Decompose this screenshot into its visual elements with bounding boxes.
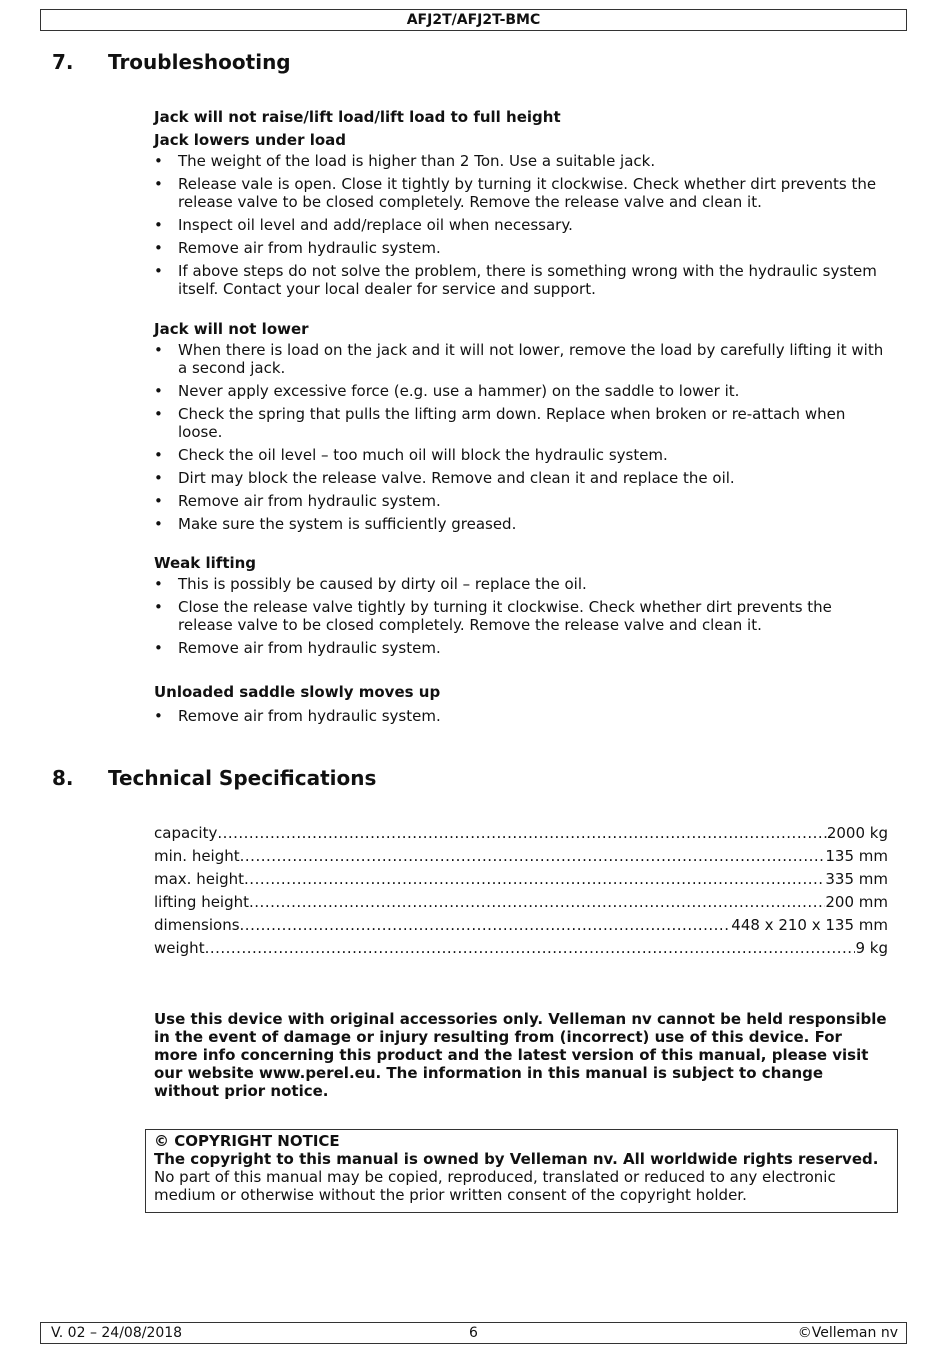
group-heading: Jack will not raise/lift load/lift load to full height [154, 108, 561, 126]
footer-version: V. 02 – 24/08/2018 [51, 1325, 183, 1341]
spec-label: lifting height [154, 893, 250, 911]
section-title: Troubleshooting [108, 50, 291, 74]
page-footer [40, 1322, 907, 1344]
footer-brand: ©Velleman nv [797, 1325, 898, 1341]
list-item: • Never apply excessive force (e.g. use a hammer) on the saddle to lower it. [154, 382, 890, 400]
list-item: • Check the oil level – too much oil will block the hydraulic system. [154, 446, 890, 464]
spec-row [154, 868, 888, 891]
troubleshooting-group-2 [154, 318, 890, 538]
page-header [40, 9, 907, 31]
spec-row [154, 845, 888, 868]
list-item: • Check the spring that pulls the lifting arm down. Replace when broken or re-attach when loose. [154, 405, 890, 441]
copyright-heading: © COPYRIGHT NOTICE [154, 1132, 340, 1150]
spec-row [154, 937, 888, 960]
spec-value: 2000 kg [826, 824, 888, 842]
section-specs-title [52, 766, 376, 790]
list-item: • This is possibly be caused by dirty oil – replace the oil. [154, 575, 890, 593]
list-item: • Inspect oil level and add/replace oil when necessary. [154, 216, 890, 234]
spec-value: 200 mm [825, 893, 888, 911]
group-heading: Jack lowers under load [154, 131, 347, 149]
section-title: Technical Specifications [108, 766, 377, 790]
spec-row [154, 914, 888, 937]
usage-notice: Use this device with original accessories only. Velleman nv cannot be held responsible in the event of damage or injury resulting from (incorrect) use of this device. For more info concerning this product and the latest version of this manual, please visit our website www.perel.eu. The information in this manual is subject to change without prior notice. [154, 1010, 887, 1100]
list-item: • Remove air from hydraulic system. [154, 707, 890, 725]
group-heading: Jack will not lower [154, 320, 309, 338]
list-item: • The weight of the load is higher than 2 Ton. Use a suitable jack. [154, 152, 890, 170]
spec-row [154, 822, 888, 845]
spec-label: weight [154, 939, 205, 957]
list-item: • Remove air from hydraulic system. [154, 492, 890, 510]
list-item: • If above steps do not solve the problem, there is something wrong with the hydraulic system itself. Contact your local dealer for service and support. [154, 262, 890, 298]
list-item: • Remove air from hydraulic system. [154, 239, 890, 257]
section-number: 8. [52, 766, 74, 790]
spec-label: capacity [154, 824, 218, 842]
list-item: • Close the release valve tightly by turning it clockwise. Check whether dirt prevents the release valve to be closed completely. Remove the release valve and clean it. [154, 598, 890, 634]
section-number: 7. [52, 50, 74, 74]
spec-value: 135 mm [825, 847, 888, 865]
group-heading: Unloaded saddle slowly moves up [154, 683, 441, 701]
list-item: • When there is load on the jack and it will not lower, remove the load by carefully lifting it with a second jack. [154, 341, 890, 377]
specs-table [154, 822, 888, 960]
troubleshooting-group-4 [154, 681, 890, 730]
spec-value: 335 mm [825, 870, 888, 888]
copyright-text: No part of this manual may be copied, reproduced, translated or reduced to any electronic medium or otherwise without the prior written consent of the copyright holder. [154, 1168, 836, 1204]
list-item: • Make sure the system is sufficiently greased. [154, 515, 890, 533]
copyright-box [145, 1129, 898, 1213]
list-item: • Remove air from hydraulic system. [154, 639, 890, 657]
spec-row [154, 891, 888, 914]
spec-label: dimensions [154, 916, 240, 934]
copyright-bold-line: The copyright to this manual is owned by Velleman nv. All worldwide rights reserved. [154, 1150, 879, 1168]
spec-label: max. height [154, 870, 245, 888]
group-heading: Weak lifting [154, 554, 257, 572]
bullet-list [154, 575, 890, 657]
list-item: • Dirt may block the release valve. Remove and clean it and replace the oil. [154, 469, 890, 487]
spec-value: 448 x 210 x 135 mm [731, 916, 888, 934]
bullet-list [154, 341, 890, 533]
troubleshooting-group-1 [154, 106, 890, 303]
footer-page-number: 6 [469, 1325, 478, 1341]
troubleshooting-group-3 [154, 552, 890, 662]
list-item: • Release vale is open. Close it tightly by turning it clockwise. Check whether dirt prevents the release valve to be closed completely. Remove the release valve and clean it. [154, 175, 890, 211]
header-title: AFJ2T/AFJ2T-BMC [406, 12, 541, 28]
spec-value: 9 kg [855, 939, 888, 957]
bullet-list [154, 152, 890, 298]
spec-label: min. height [154, 847, 240, 865]
section-troubleshooting-title [52, 50, 291, 74]
bullet-list [154, 707, 890, 725]
